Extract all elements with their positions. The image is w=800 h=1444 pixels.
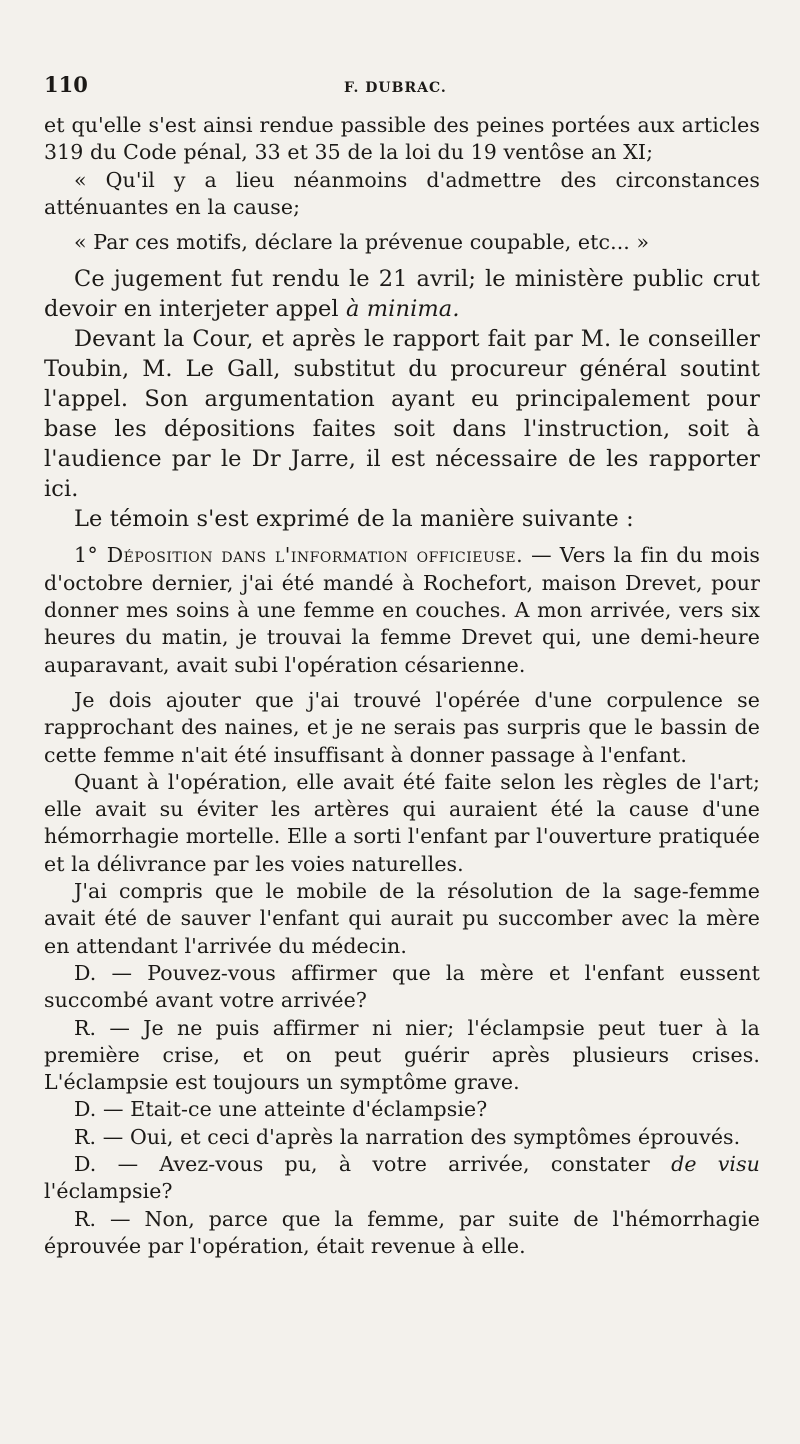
page-number: 110 — [44, 72, 88, 97]
paragraph-15 — [44, 1151, 760, 1206]
paragraph-5: Devant la Cour, et après le rapport fait par M. le conseiller Toubin, M. Le Gall, substitut du procureur général soutint l'appel. Son argumentation ayant eu principalement pour base les dépositions faites soit dans l'instruction, soit à l'audience par le Dr Jarre, il est nécessaire de les rapporter ici. — [44, 326, 760, 503]
paragraph-16: R. — Non, parce que la femme, par suite de l'hémorrhagie éprouvée par l'opération, était revenue à elle. — [44, 1206, 760, 1258]
paragraph-13: D. — Etait-ce une atteinte d'éclampsie? — [74, 1097, 488, 1122]
paragraph-8: Je dois ajouter que j'ai trouvé l'opérée d'une corpulence se rapprochant des naines, et je ne serais pas surpris que le bassin de cette femme n'ait été insuffisant à donner passage à l'enfant. — [44, 687, 760, 767]
paragraph-6: Le témoin s'est exprimé de la manière suivante : — [74, 506, 634, 533]
paragraph-4-text: Ce jugement fut rendu le 21 avril; le ministère public crut devoir en interjeter appel — [44, 266, 760, 323]
paragraph-3: « Par ces motifs, déclare la prévenue coupable, etc... » — [74, 230, 650, 255]
paragraph-15-italic: de visu — [671, 1152, 760, 1177]
paragraph-4 — [44, 264, 760, 324]
paragraph-9: Quant à l'opération, elle avait été faite selon les règles de l'art; elle avait su éviter les artères qui auraient été la cause d'une hémorrhagie mortelle. Elle a sorti l'enfant par l'ouverture pratiquée et la délivrance par les voies naturelles. — [44, 769, 760, 876]
paragraph-10: J'ai compris que le mobile de la résolution de la sage-femme avait été de sauver l'enfant qui aurait pu succomber avec la mère en attendant l'arrivée du médecin. — [44, 879, 760, 958]
paragraph-7 — [44, 542, 760, 678]
paragraph-4-italic: à minima. — [345, 296, 460, 323]
body-text — [44, 112, 760, 1260]
paragraph-1: et qu'elle s'est ainsi rendue passible des peines portées aux articles 319 du Code pénal, 33 et 35 de la loi du 19 ventôse an XI; — [44, 113, 760, 165]
running-head: F. DUBRAC. — [344, 80, 447, 96]
deposition-heading: 1° Déposition dans l'information officieuse. — [74, 543, 524, 568]
paragraph-11: D. — Pouvez-vous affirmer que la mère et l'enfant eussent succombé avant votre arrivée? — [44, 960, 760, 1013]
paragraph-14: R. — Oui, et ceci d'après la narration des symptômes éprouvés. — [74, 1124, 741, 1149]
page-header — [44, 72, 760, 112]
paragraph-2: « Qu'il y a lieu néanmoins d'admettre des circonstances atténuantes en la cause; — [44, 167, 760, 219]
paragraph-12: R. — Je ne puis affirmer ni nier; l'éclampsie peut tuer à la première crise, et on peut guérir après plusieurs crises. L'éclampsie est toujours un symptôme grave. — [44, 1015, 760, 1095]
paragraph-15-end: l'éclampsie? — [44, 1179, 173, 1204]
paragraph-15-text: D. — Avez-vous pu, à votre arrivée, constater — [74, 1152, 672, 1177]
paragraph-7-text: — Vers la fin du mois d'octobre dernier, j'ai été mandé à Rochefort, maison Drevet, pour donner mes soins à une femme en couches. A mon arrivée, vers six heures du matin, je trouvai la femme Drevet qui, une demi-heure auparavant, avait subi l'opération césarienne. — [44, 543, 760, 677]
